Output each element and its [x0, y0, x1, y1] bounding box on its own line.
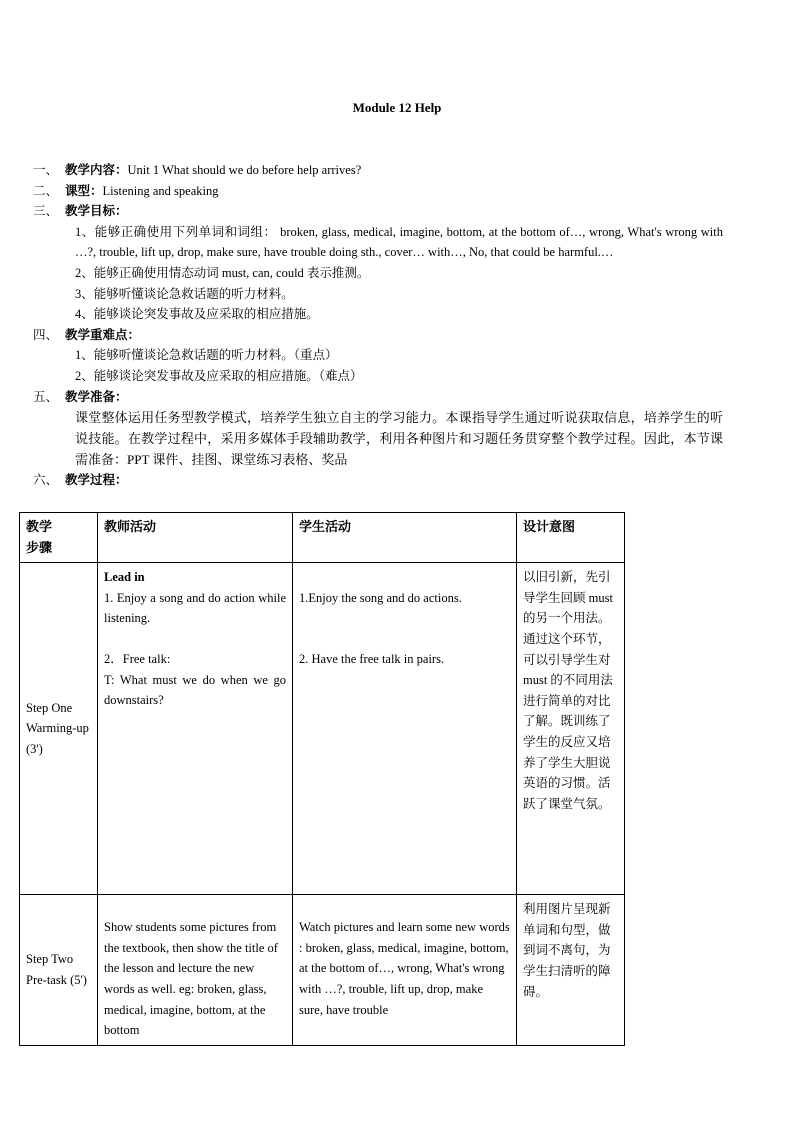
teacher-cell: Show students some pictures from the textbook, then show the title of the lesson and lecture the new words as well. eg: broken, glass, medical, imagine, bottom, at the bottom	[98, 895, 293, 1046]
teacher-activity: 2．Free talk:	[104, 651, 171, 666]
step-cell: Step Two Pre-task (5')	[20, 895, 98, 1046]
section-text: Unit 1 What should we do before help arrives?	[127, 163, 362, 177]
section-lesson-type	[33, 181, 723, 202]
table-row	[20, 895, 625, 1046]
section-preparation	[33, 387, 723, 408]
section-number: 一、	[33, 163, 59, 177]
section-number: 三、	[33, 204, 59, 219]
page-title: Module 12 Help	[352, 100, 442, 115]
objective-item: 1、能够正确使用下列单词和词组： broken, glass, medical, imagine, bottom, at the bottom of…, wrong, What's wrong with …?, trouble, lift up, drop, make sure, have trouble doing sth., cover… with…, No, that could be harmful.…	[75, 224, 723, 260]
teacher-cell	[98, 563, 293, 895]
section-objectives	[33, 201, 723, 222]
section-heading: 教学目标：	[65, 204, 128, 219]
section-number: 二、	[33, 183, 59, 198]
section-heading: 教学重难点：	[65, 327, 141, 342]
section-text: Listening and speaking	[102, 183, 219, 198]
teacher-activity: T: What must we do when we go downstairs?	[104, 672, 286, 708]
section-number: 五、	[33, 389, 59, 404]
header-intent: 设计意图	[517, 513, 625, 563]
section-heading: 教学准备：	[65, 389, 128, 404]
student-activity: 1.Enjoy the song and do actions.	[299, 590, 462, 605]
intent-cell: 利用图片呈现新单词和句型，做到词不离句，为学生扫清听的障碍。	[517, 895, 625, 1046]
section-heading: 教学过程：	[65, 473, 128, 488]
objective-item: 2、能够正确使用情态动词 must, can, could 表示推测。	[75, 265, 370, 280]
student-cell	[293, 563, 517, 895]
section-content	[33, 160, 723, 181]
preparation-text: 课堂整体运用任务型教学模式，培养学生独立自主的学习能力。本课指导学生通过听说获取信息，培养学生的听说技能。在教学过程中，采用多媒体手段辅助教学，利用各种图片和习题任务贯穿整个教学过程。因此，本节课需准备：PPT 课件、挂图、课堂练习表格、奖品	[75, 410, 723, 468]
section-number: 六、	[33, 473, 59, 488]
section-heading: 课型：	[65, 183, 103, 198]
section-key-points	[33, 325, 723, 346]
table-row	[20, 563, 625, 895]
student-cell: Watch pictures and learn some new words : broken, glass, medical, imagine, bottom, at the bottom of…, wrong, What's wrong with …?, trouble, lift up, drop, make sure, have trouble	[293, 895, 517, 1046]
key-point-item: 2、能够谈论突发事故及应采取的相应措施。（难点）	[75, 368, 363, 383]
step-cell: Step One Warming-up (3')	[20, 563, 98, 895]
section-process	[33, 470, 723, 491]
lesson-sections	[33, 160, 723, 491]
header-student: 学生活动	[293, 513, 517, 563]
key-point-item: 1、能够听懂谈论急救话题的听力材料。（重点）	[75, 348, 338, 363]
table-header-row	[20, 513, 625, 563]
objective-item: 4、能够谈论突发事故及应采取的相应措施。	[75, 307, 319, 322]
objective-item: 3、能够听懂谈论急救话题的听力材料。	[75, 286, 294, 301]
section-number: 四、	[33, 327, 59, 342]
header-teacher: 教师活动	[98, 513, 293, 563]
section-heading: 教学内容：	[65, 163, 128, 177]
student-activity: 2. Have the free talk in pairs.	[299, 651, 445, 666]
header-step: 教学 步骤	[20, 513, 98, 563]
teacher-activity: 1. Enjoy a song and do action while listening.	[104, 590, 286, 626]
intent-cell: 以旧引新，先引导学生回顾 must 的另一个用法。通过这个环节，可以引导学生对 must 的不同用法进行简单的对比了解。既训练了学生的反应又培养了学生大胆说英语的习惯。活跃了课堂气氛。	[517, 563, 625, 895]
process-table	[19, 512, 625, 1046]
teacher-title: Lead in	[104, 570, 145, 585]
